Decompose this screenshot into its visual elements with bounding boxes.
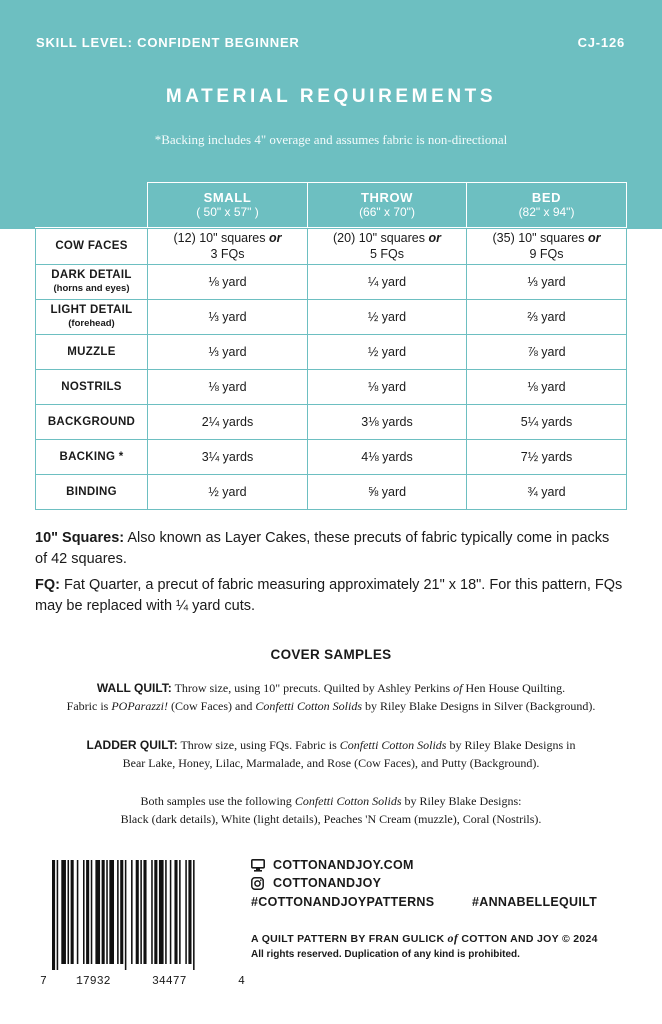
- table-cell: ⅛ yard: [467, 370, 627, 405]
- cover-text: (Cow Faces) and: [168, 699, 256, 713]
- table-cell: ½ yard: [308, 335, 467, 370]
- instagram-icon: [251, 877, 264, 890]
- cover-text: by Riley Blake Designs:: [401, 794, 522, 808]
- barcode-bar: [52, 860, 55, 970]
- credit-text: A QUILT PATTERN BY FRAN GULICK: [251, 933, 448, 945]
- cell-or: or: [587, 231, 601, 245]
- cell-text: 5 FQs: [369, 247, 405, 261]
- barcode-bar: [86, 860, 89, 964]
- barcode-bar: [91, 860, 93, 964]
- barcode: [52, 860, 234, 970]
- table-cell: ⅛ yard: [148, 370, 308, 405]
- row-label-text: LIGHT DETAIL: [50, 304, 133, 316]
- cell-text: (20) 10" squares: [333, 231, 429, 245]
- backing-note: *Backing includes 4" overage and assumes fabric is non-directional: [154, 132, 508, 147]
- table-cell: ⅝ yard: [308, 475, 467, 510]
- barcode-bar: [185, 860, 187, 964]
- table-cell: ¾ yard: [467, 475, 627, 510]
- column-dims: (82" x 94"): [518, 205, 575, 219]
- table-cell: 7½ yards: [467, 440, 627, 475]
- credit-of: of: [447, 931, 459, 945]
- pattern-code: CJ-126: [577, 35, 625, 50]
- column-header-throw: [308, 183, 467, 228]
- fq-label: FQ:: [35, 577, 60, 593]
- both-samples-text: [0, 792, 662, 828]
- barcode-bar: [174, 860, 177, 964]
- barcode-digit: 34477: [152, 975, 187, 988]
- ladder-quilt-text: [0, 736, 662, 772]
- squares-note: [35, 528, 625, 570]
- table-cell: ⅞ yard: [467, 335, 627, 370]
- cover-italic: POParazzi!: [111, 699, 169, 713]
- row-label-sub: (forehead): [68, 318, 115, 329]
- column-dims: ( 50" x 57" ): [196, 205, 259, 219]
- row-label: [36, 300, 148, 335]
- cell-text: 9 FQs: [529, 247, 564, 261]
- table-cell: ⅛ yard: [148, 265, 308, 300]
- row-label: MUZZLE: [36, 335, 148, 370]
- table-row: [36, 370, 627, 405]
- cell-or: or: [268, 231, 282, 245]
- computer-icon: [251, 859, 265, 872]
- barcode-bar: [151, 860, 153, 964]
- table-row: [36, 300, 627, 335]
- barcode-bar: [140, 860, 142, 964]
- column-name: BED: [531, 190, 562, 205]
- squares-label: 10" Squares:: [35, 530, 125, 546]
- row-label: [36, 228, 148, 265]
- cell-or: or: [428, 231, 441, 245]
- barcode-bar: [109, 860, 114, 964]
- row-label: BACKGROUND: [36, 405, 148, 440]
- barcode-bar: [71, 860, 74, 964]
- table-cell: [467, 228, 627, 265]
- table-cell: 3⅛ yards: [308, 405, 467, 440]
- barcode-bar: [131, 860, 133, 964]
- cell-text: (12) 10" squares: [173, 231, 269, 245]
- cover-italic: Confetti Cotton Solids: [255, 699, 363, 713]
- website-link[interactable]: COTTONANDJOY.COM: [273, 858, 414, 872]
- hashtag-patterns: #COTTONANDJOYPATTERNS: [251, 895, 435, 909]
- barcode-bar: [170, 860, 172, 964]
- cover-text: Black (dark details), White (light details), Peaches 'N Cream (muzzle), Coral (Nostrils).: [120, 812, 542, 826]
- cover-text: Fabric is: [66, 699, 112, 713]
- row-label: NOSTRILS: [36, 370, 148, 405]
- column-header-small: [148, 183, 308, 228]
- table-cell: ⅓ yard: [148, 300, 308, 335]
- barcode-bar: [154, 860, 157, 964]
- row-label-text: COW FACES: [55, 240, 128, 252]
- cell-text: 3 FQs: [210, 247, 245, 261]
- barcode-bar: [57, 860, 59, 970]
- ladder-quilt-label: LADDER QUILT:: [86, 738, 178, 752]
- table-row: [36, 475, 627, 510]
- hashtag-quilt: #ANNABELLEQUILT: [472, 895, 598, 909]
- table-row: [36, 228, 627, 265]
- table-cell: ½ yard: [148, 475, 308, 510]
- table-cell: 3¼ yards: [148, 440, 308, 475]
- barcode-bar: [106, 860, 108, 964]
- cover-text: by Riley Blake Designs in: [446, 738, 576, 752]
- barcode-bar: [68, 860, 70, 964]
- requirements-table: [35, 182, 627, 510]
- column-header-bed: [467, 183, 627, 228]
- barcode-bar: [125, 860, 127, 970]
- row-label: [36, 265, 148, 300]
- barcode-bar: [143, 860, 146, 964]
- credit-text: COTTON AND JOY © 2024: [458, 933, 598, 945]
- skill-level: SKILL LEVEL: CONFIDENT BEGINNER: [36, 35, 300, 50]
- barcode-bar: [83, 860, 85, 964]
- rights-notice: All rights reserved. Duplication of any kind is prohibited.: [251, 949, 520, 960]
- table-cell: 5¼ yards: [467, 405, 627, 440]
- row-label-sub: (horns and eyes): [53, 283, 130, 294]
- table-cell: [308, 228, 467, 265]
- page-title: MATERIAL REQUIREMENTS: [165, 86, 497, 107]
- barcode-bar: [179, 860, 181, 964]
- table-cell: ⅓ yard: [467, 265, 627, 300]
- cover-text: Throw size, using FQs. Fabric is: [177, 738, 340, 752]
- barcode-bar: [193, 860, 195, 970]
- table-cell: 2¼ yards: [148, 405, 308, 440]
- barcode-bar: [188, 860, 191, 964]
- row-label: BACKING *: [36, 440, 148, 475]
- table-cell: ¼ yard: [308, 265, 467, 300]
- instagram-handle[interactable]: COTTONANDJOY: [273, 876, 382, 890]
- cover-text: Throw size, using 10" precuts. Quilted by Ashley Perkins: [171, 681, 454, 695]
- cover-italic: of: [453, 681, 463, 695]
- barcode-bar: [120, 860, 123, 964]
- barcode-bar: [136, 860, 139, 964]
- designer-credit: [251, 931, 598, 946]
- table-corner: [36, 183, 148, 228]
- cover-text: Bear Lake, Honey, Lilac, Marmalade, and Rose (Cow Faces), and Putty (Background).: [122, 756, 540, 770]
- row-label-text: DARK DETAIL: [51, 269, 132, 281]
- barcode-bar: [102, 860, 105, 964]
- cover-samples-title: COVER SAMPLES: [270, 647, 392, 662]
- table-cell: ⅓ yard: [148, 335, 308, 370]
- barcode-bar: [77, 860, 79, 964]
- barcode-bar: [159, 860, 164, 964]
- table-cell: ⅔ yard: [467, 300, 627, 335]
- barcode-bar: [61, 860, 66, 964]
- table-cell: 4⅛ yards: [308, 440, 467, 475]
- cover-text: by Riley Blake Designs in Silver (Background).: [362, 699, 596, 713]
- table-row: [36, 335, 627, 370]
- cover-italic: Confetti Cotton Solids: [294, 794, 402, 808]
- squares-text: Also known as Layer Cakes, these precuts of fabric typically come in packs of 42 squares.: [35, 530, 610, 567]
- cover-text: Both samples use the following: [140, 794, 295, 808]
- table-cell: ½ yard: [308, 300, 467, 335]
- fq-text: Fat Quarter, a precut of fabric measuring approximately 21" x 18". For this pattern, FQs may be replaced with ¼ yard cuts.: [35, 577, 623, 614]
- barcode-digit: 17932: [76, 975, 111, 988]
- table-row: [36, 265, 627, 300]
- cover-italic: Confetti Cotton Solids: [339, 738, 447, 752]
- wall-quilt-label: WALL QUILT:: [96, 681, 172, 695]
- table-row: [36, 405, 627, 440]
- barcode-bar: [165, 860, 167, 964]
- table-row: [36, 440, 627, 475]
- barcode-digit: 7: [40, 975, 47, 988]
- column-name: THROW: [360, 190, 414, 205]
- row-label: BINDING: [36, 475, 148, 510]
- table-cell: ⅛ yard: [308, 370, 467, 405]
- barcode-bar: [95, 860, 100, 964]
- barcode-digit: 4: [238, 975, 245, 988]
- wall-quilt-text: [0, 679, 662, 715]
- barcode-bar: [117, 860, 119, 964]
- table-cell: [148, 228, 308, 265]
- fq-note: [35, 575, 625, 617]
- column-name: SMALL: [203, 190, 252, 205]
- cover-text: Hen House Quilting.: [462, 681, 566, 695]
- cell-text: (35) 10" squares: [492, 231, 588, 245]
- column-dims: (66" x 70"): [359, 205, 415, 219]
